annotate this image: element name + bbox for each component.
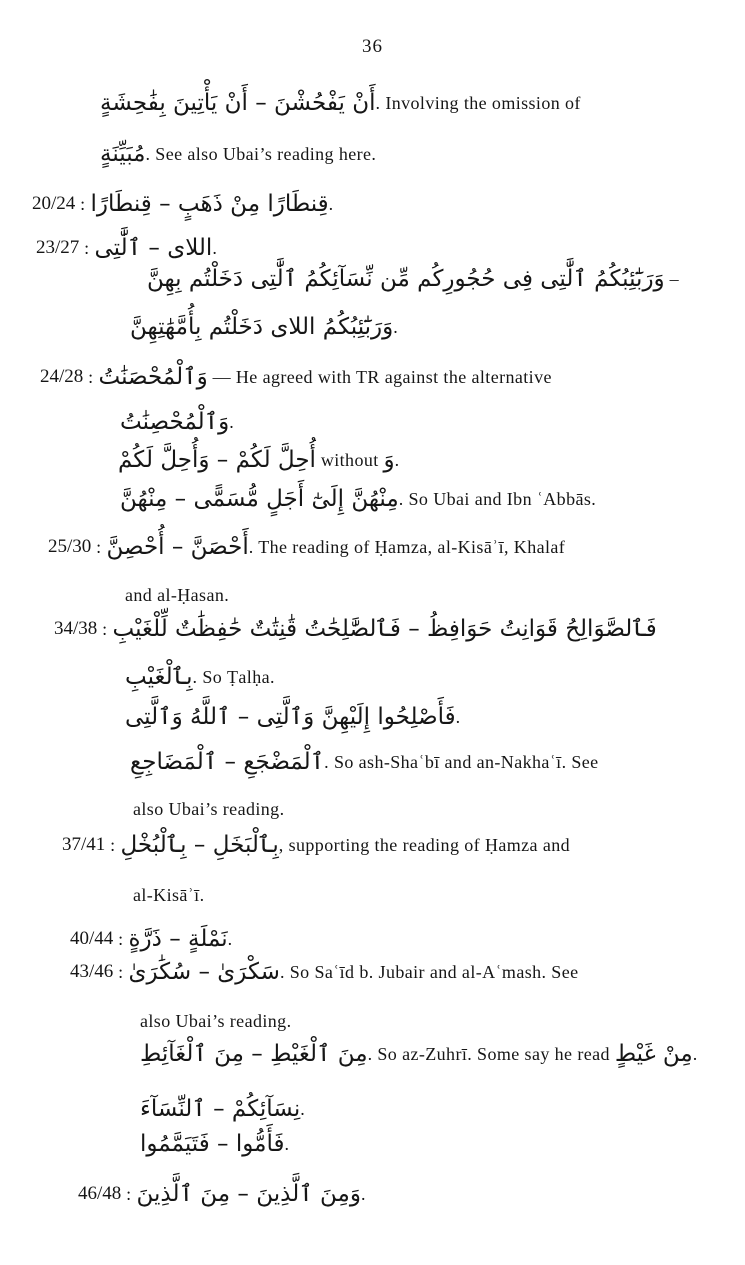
- text-line: [133, 878, 204, 912]
- arabic-text: وَرَبَٰٓئِبُكُمُ ٱلَّٰتِى فِى حُجُورِكُم مِّن نِّسَآئِكُمُ ٱلَّٰتِى دَخَلْتُم بِهِنَّ: [147, 265, 665, 292]
- arabic-text: وَٱلْمُحْصَنَٰتُ: [98, 363, 208, 390]
- text-line: [62, 828, 570, 862]
- english-text: :: [121, 1183, 137, 1204]
- verse-reference: 40/44: [70, 927, 114, 949]
- english-text: :: [105, 834, 121, 855]
- arabic-text: مِنْهُنَّ إِلَىٰٓ أَجَلٍ مُّسَمًّى – مِنْهُنَّ: [120, 485, 399, 512]
- english-text: .: [212, 237, 218, 258]
- english-text: . The reading of Ḥamza, al-Kisāʾī, Khalaf: [248, 536, 566, 557]
- text-line: [118, 443, 400, 477]
- text-line: [125, 700, 461, 734]
- text-line: [40, 360, 552, 394]
- text-line: [70, 955, 579, 989]
- text-line: [120, 405, 234, 439]
- english-text: . So Saʿīd b. Jubair and al-Aʿmash. See: [279, 961, 579, 982]
- text-line: [100, 86, 581, 120]
- arabic-text: فَٱلصَّوَالِحُ قَوَانِتُ حَوَافِظُ – فَٱلصَّٰلِحَٰتُ قَٰنِتَٰتٌ حَٰفِظَٰتٌ لِّلْغَيْبِ: [112, 615, 657, 642]
- english-text: :: [83, 366, 99, 387]
- text-line: [140, 1037, 698, 1071]
- english-text: :: [91, 536, 107, 557]
- text-line: [32, 187, 334, 221]
- arabic-text: ٱلْمَضْجَعِ – ٱلْمَضَاجِعِ: [130, 748, 325, 775]
- arabic-text: اللاى – ٱلَّٰتِى: [94, 234, 213, 261]
- arabic-text: وَٱلْمُحْصِنَٰتُ: [120, 408, 230, 435]
- english-text: also Ubai’s reading.: [140, 1010, 292, 1031]
- english-text: –: [664, 268, 679, 289]
- english-text: .: [360, 1183, 366, 1204]
- arabic-text: مُبَيِّنَةٍ: [100, 140, 146, 167]
- arabic-text: وَرَبَٰٓئِبُكُمُ اللاى دَخَلْتُم بِأُمَّهَٰتِهِنَّ: [130, 313, 394, 340]
- verse-reference: 25/30: [48, 535, 92, 557]
- text-line: [130, 310, 398, 344]
- english-text: . So ash-Shaʿbī and an-Nakhaʿī. See: [324, 751, 599, 772]
- english-text: . Involving the omission of: [375, 92, 581, 113]
- english-text: .: [229, 411, 235, 432]
- arabic-text: بِٱلْغَيْبِ: [125, 663, 193, 690]
- arabic-text: فَأَصْلِحُوا إِلَيْهِنَّ وَٱلَّتِى – ٱللَّهُ وَٱلَّتِى: [125, 703, 456, 730]
- verse-reference: 20/24: [32, 192, 76, 214]
- verse-reference: 34/38: [54, 617, 98, 639]
- text-line: [54, 612, 657, 646]
- english-text: . So Ubai and Ibn ʿAbbās.: [398, 488, 597, 509]
- text-line: [147, 262, 679, 296]
- text-line: [36, 231, 217, 265]
- english-text: . So Ṭalḥa.: [192, 666, 275, 687]
- verse-reference: 24/28: [40, 365, 84, 387]
- verse-reference: 43/46: [70, 960, 114, 982]
- english-text: .: [328, 193, 334, 214]
- text-line: [48, 530, 565, 564]
- verse-reference: 46/48: [78, 1182, 122, 1204]
- text-line: [125, 660, 275, 694]
- page-number: 36: [362, 36, 383, 57]
- text-line: [133, 792, 284, 826]
- english-text: :: [113, 928, 129, 949]
- verse-reference: 37/41: [62, 833, 106, 855]
- english-text: al-Kisāʾī.: [133, 884, 205, 905]
- english-text: . So az-Zuhrī. Some say he read: [367, 1043, 615, 1064]
- arabic-text: بِٱلْبَخَلِ – بِٱلْبُخْلِ: [120, 831, 279, 858]
- english-text: .: [227, 928, 233, 949]
- english-text: .: [284, 1133, 290, 1154]
- arabic-text: مِنْ غَيْطٍ: [614, 1040, 693, 1067]
- english-text: and al-Ḥasan.: [125, 584, 230, 605]
- text-line: [130, 745, 599, 779]
- arabic-text: قِنطَارًا مِنْ ذَهَبٍ – قِنطَارًا: [90, 190, 329, 217]
- english-text: :: [97, 618, 113, 639]
- english-text: without: [315, 449, 384, 470]
- arabic-text: مِنَ ٱلْغَيْطِ – مِنَ ٱلْغَآئِطِ: [140, 1040, 368, 1067]
- arabic-text: نَمْلَةٍ – ذَرَّةٍ: [128, 925, 228, 952]
- text-line: [140, 1127, 289, 1161]
- english-text: :: [79, 237, 95, 258]
- text-line: [140, 1004, 291, 1038]
- english-text: .: [393, 316, 399, 337]
- english-text: .: [455, 706, 461, 727]
- arabic-text: أُحِلَّ لَكُمْ – وَأُحِلَّ لَكُمْ: [118, 446, 316, 473]
- english-text: .: [394, 449, 400, 470]
- text-line: [70, 922, 233, 956]
- text-line: [78, 1177, 366, 1211]
- arabic-text: أَنْ يَفْحُشْنَ – أَنْ يَأْتِينَ بِفَٰحِشَةٍ: [100, 89, 376, 116]
- arabic-text: وَ: [383, 446, 395, 473]
- arabic-text: نِسَآئِكُمْ – ٱلنِّسَآءَ: [140, 1095, 301, 1122]
- verse-reference: 23/27: [36, 236, 80, 258]
- english-text: also Ubai’s reading.: [133, 798, 285, 819]
- arabic-text: أَحْصَنَّ – أُحْصِنَّ: [106, 533, 249, 560]
- arabic-text: وَمِنَ ٱلَّذِينَ – مِنَ ٱلَّذِينَ: [136, 1180, 361, 1207]
- text-line: [125, 578, 229, 612]
- english-text: , supporting the reading of Ḥamza and: [278, 834, 571, 855]
- arabic-text: سَكْرَىٰ – سُكَٰرَىٰ: [128, 958, 280, 985]
- text-line: [100, 137, 376, 171]
- text-line: [140, 1092, 305, 1126]
- english-text: :: [75, 193, 91, 214]
- english-text: .: [300, 1098, 306, 1119]
- english-text: :: [113, 961, 129, 982]
- text-line: [120, 482, 596, 516]
- english-text: . See also Ubai’s reading here.: [145, 143, 377, 164]
- english-text: — He agreed with TR against the alternative: [207, 366, 552, 387]
- arabic-text: فَأَمُّوا – فَتَيَمَّمُوا: [140, 1130, 285, 1157]
- english-text: .: [692, 1043, 698, 1064]
